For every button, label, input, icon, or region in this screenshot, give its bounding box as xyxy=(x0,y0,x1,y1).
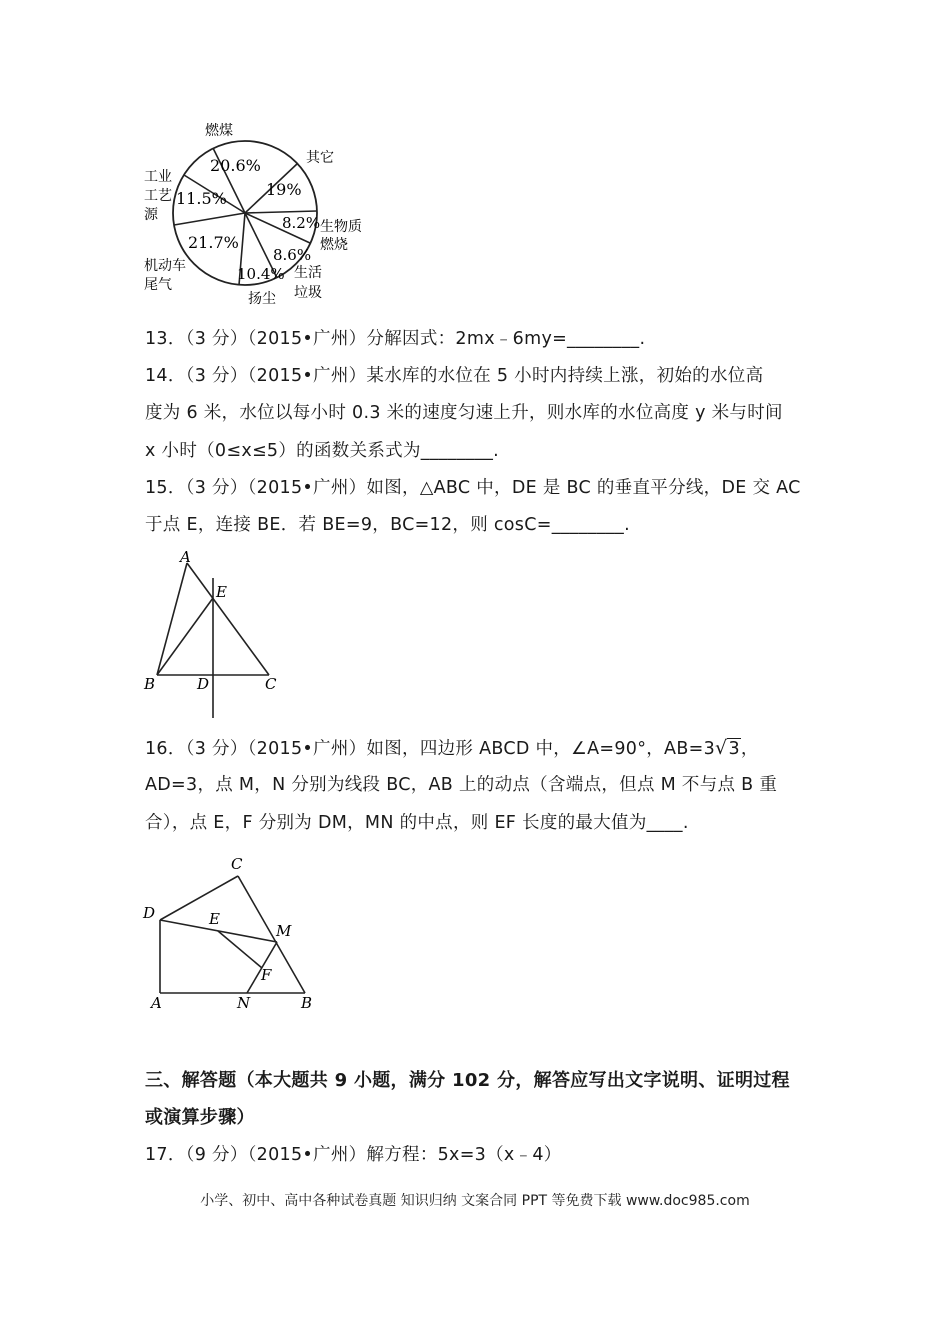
label-f: F xyxy=(261,966,272,984)
page-footer: 小学、初中、高中各种试卷真题 知识归纳 文案合同 PPT 等免费下载 www.doc985.com xyxy=(200,1193,750,1209)
label-m: M xyxy=(276,922,292,940)
question-16-line-1 xyxy=(145,736,759,761)
label-other: 其它 xyxy=(306,150,334,166)
label-e: E xyxy=(216,583,227,601)
label-c: C xyxy=(231,855,243,873)
segment-cd xyxy=(160,876,238,920)
pie-chart-figure xyxy=(140,115,370,310)
label-industry-3: 源 xyxy=(144,207,158,223)
question-13: 13．（3 分）（2015•广州）分解因式：2mx﹣6my=________. xyxy=(145,329,646,349)
label-biomass-1: 生物质 xyxy=(320,219,362,235)
triangle-figure xyxy=(140,548,290,723)
label-a: A xyxy=(151,994,162,1012)
question-14-line-1: 14．（3 分）（2015•广州）某水库的水位在 5 小时内持续上涨，初始的水位高 xyxy=(145,366,764,386)
segment-ef xyxy=(218,931,262,968)
label-biomass-2: 燃烧 xyxy=(320,237,348,253)
label-vehicle-1: 机动车 xyxy=(144,258,186,274)
question-15-line-1: 15．（3 分）（2015•广州）如图，△ABC 中，DE 是 BC 的垂直平分线，DE 交 AC xyxy=(145,478,801,498)
question-16-line-1-text: 16．（3 分）（2015•广州）如图，四边形 ABCD 中，∠A=90°，AB=3 xyxy=(145,739,716,759)
label-industry-2: 工艺 xyxy=(144,188,172,204)
label-d: D xyxy=(197,675,210,693)
question-16-line-3: 合），点 E，F 分别为 DM，MN 的中点，则 EF 长度的最大值为____. xyxy=(145,813,689,833)
segment-be xyxy=(157,598,213,675)
question-16-line-1-end: ， xyxy=(740,739,759,759)
segment-bc xyxy=(238,876,305,993)
section-3-heading-line-1: 三、解答题（本大题共 9 小题，满分 102 分，解答应写出文字说明、证明过程 xyxy=(145,1070,790,1091)
label-industry-1: 工业 xyxy=(144,169,172,185)
slice-value-coal: 20.6% xyxy=(210,156,261,175)
slice-value-other: 19% xyxy=(266,180,302,199)
label-c: C xyxy=(265,675,277,693)
label-e: E xyxy=(209,910,220,928)
label-b: B xyxy=(144,675,156,693)
question-14-line-2: 度为 6 米，水位以每小时 0.3 米的速度匀速上升，则水库的水位高度 y 米与时间 xyxy=(145,403,783,423)
sqrt-radicand: 3 xyxy=(728,739,740,759)
question-16-line-2: AD=3，点 M，N 分别为线段 BC，AB 上的动点（含端点，但点 M 不与点 B 重 xyxy=(145,775,778,795)
segment-ab xyxy=(157,563,187,675)
sqrt-sign: √ xyxy=(715,737,728,759)
slice-value-dust: 10.4% xyxy=(237,265,285,283)
label-n: N xyxy=(237,994,251,1012)
label-coal: 燃煤 xyxy=(205,123,233,139)
slice-value-vehicle: 21.7% xyxy=(188,233,239,252)
label-d: D xyxy=(143,904,156,922)
question-14-line-3: x 小时（0≤x≤5）的函数关系式为________. xyxy=(145,441,500,461)
label-dust: 扬尘 xyxy=(248,291,276,307)
section-3-heading-line-2: 或演算步骤） xyxy=(145,1107,255,1128)
segment-ac xyxy=(187,563,269,675)
quadrilateral-figure xyxy=(140,852,330,1017)
slice-value-garbage: 8.6% xyxy=(273,246,312,264)
label-vehicle-2: 尾气 xyxy=(144,277,172,293)
slice-value-industry: 11.5% xyxy=(176,189,227,208)
label-garbage-2: 垃圾 xyxy=(294,285,322,301)
question-15-line-2: 于点 E，连接 BE．若 BE=9，BC=12，则 cosC=________. xyxy=(145,515,630,535)
question-17: 17．（9 分）（2015•广州）解方程：5x=3（x﹣4） xyxy=(145,1145,562,1165)
label-garbage-1: 生活 xyxy=(294,265,322,281)
slice-value-biomass: 8.2% xyxy=(282,214,321,232)
label-a: A xyxy=(180,548,191,566)
label-b: B xyxy=(301,994,313,1012)
